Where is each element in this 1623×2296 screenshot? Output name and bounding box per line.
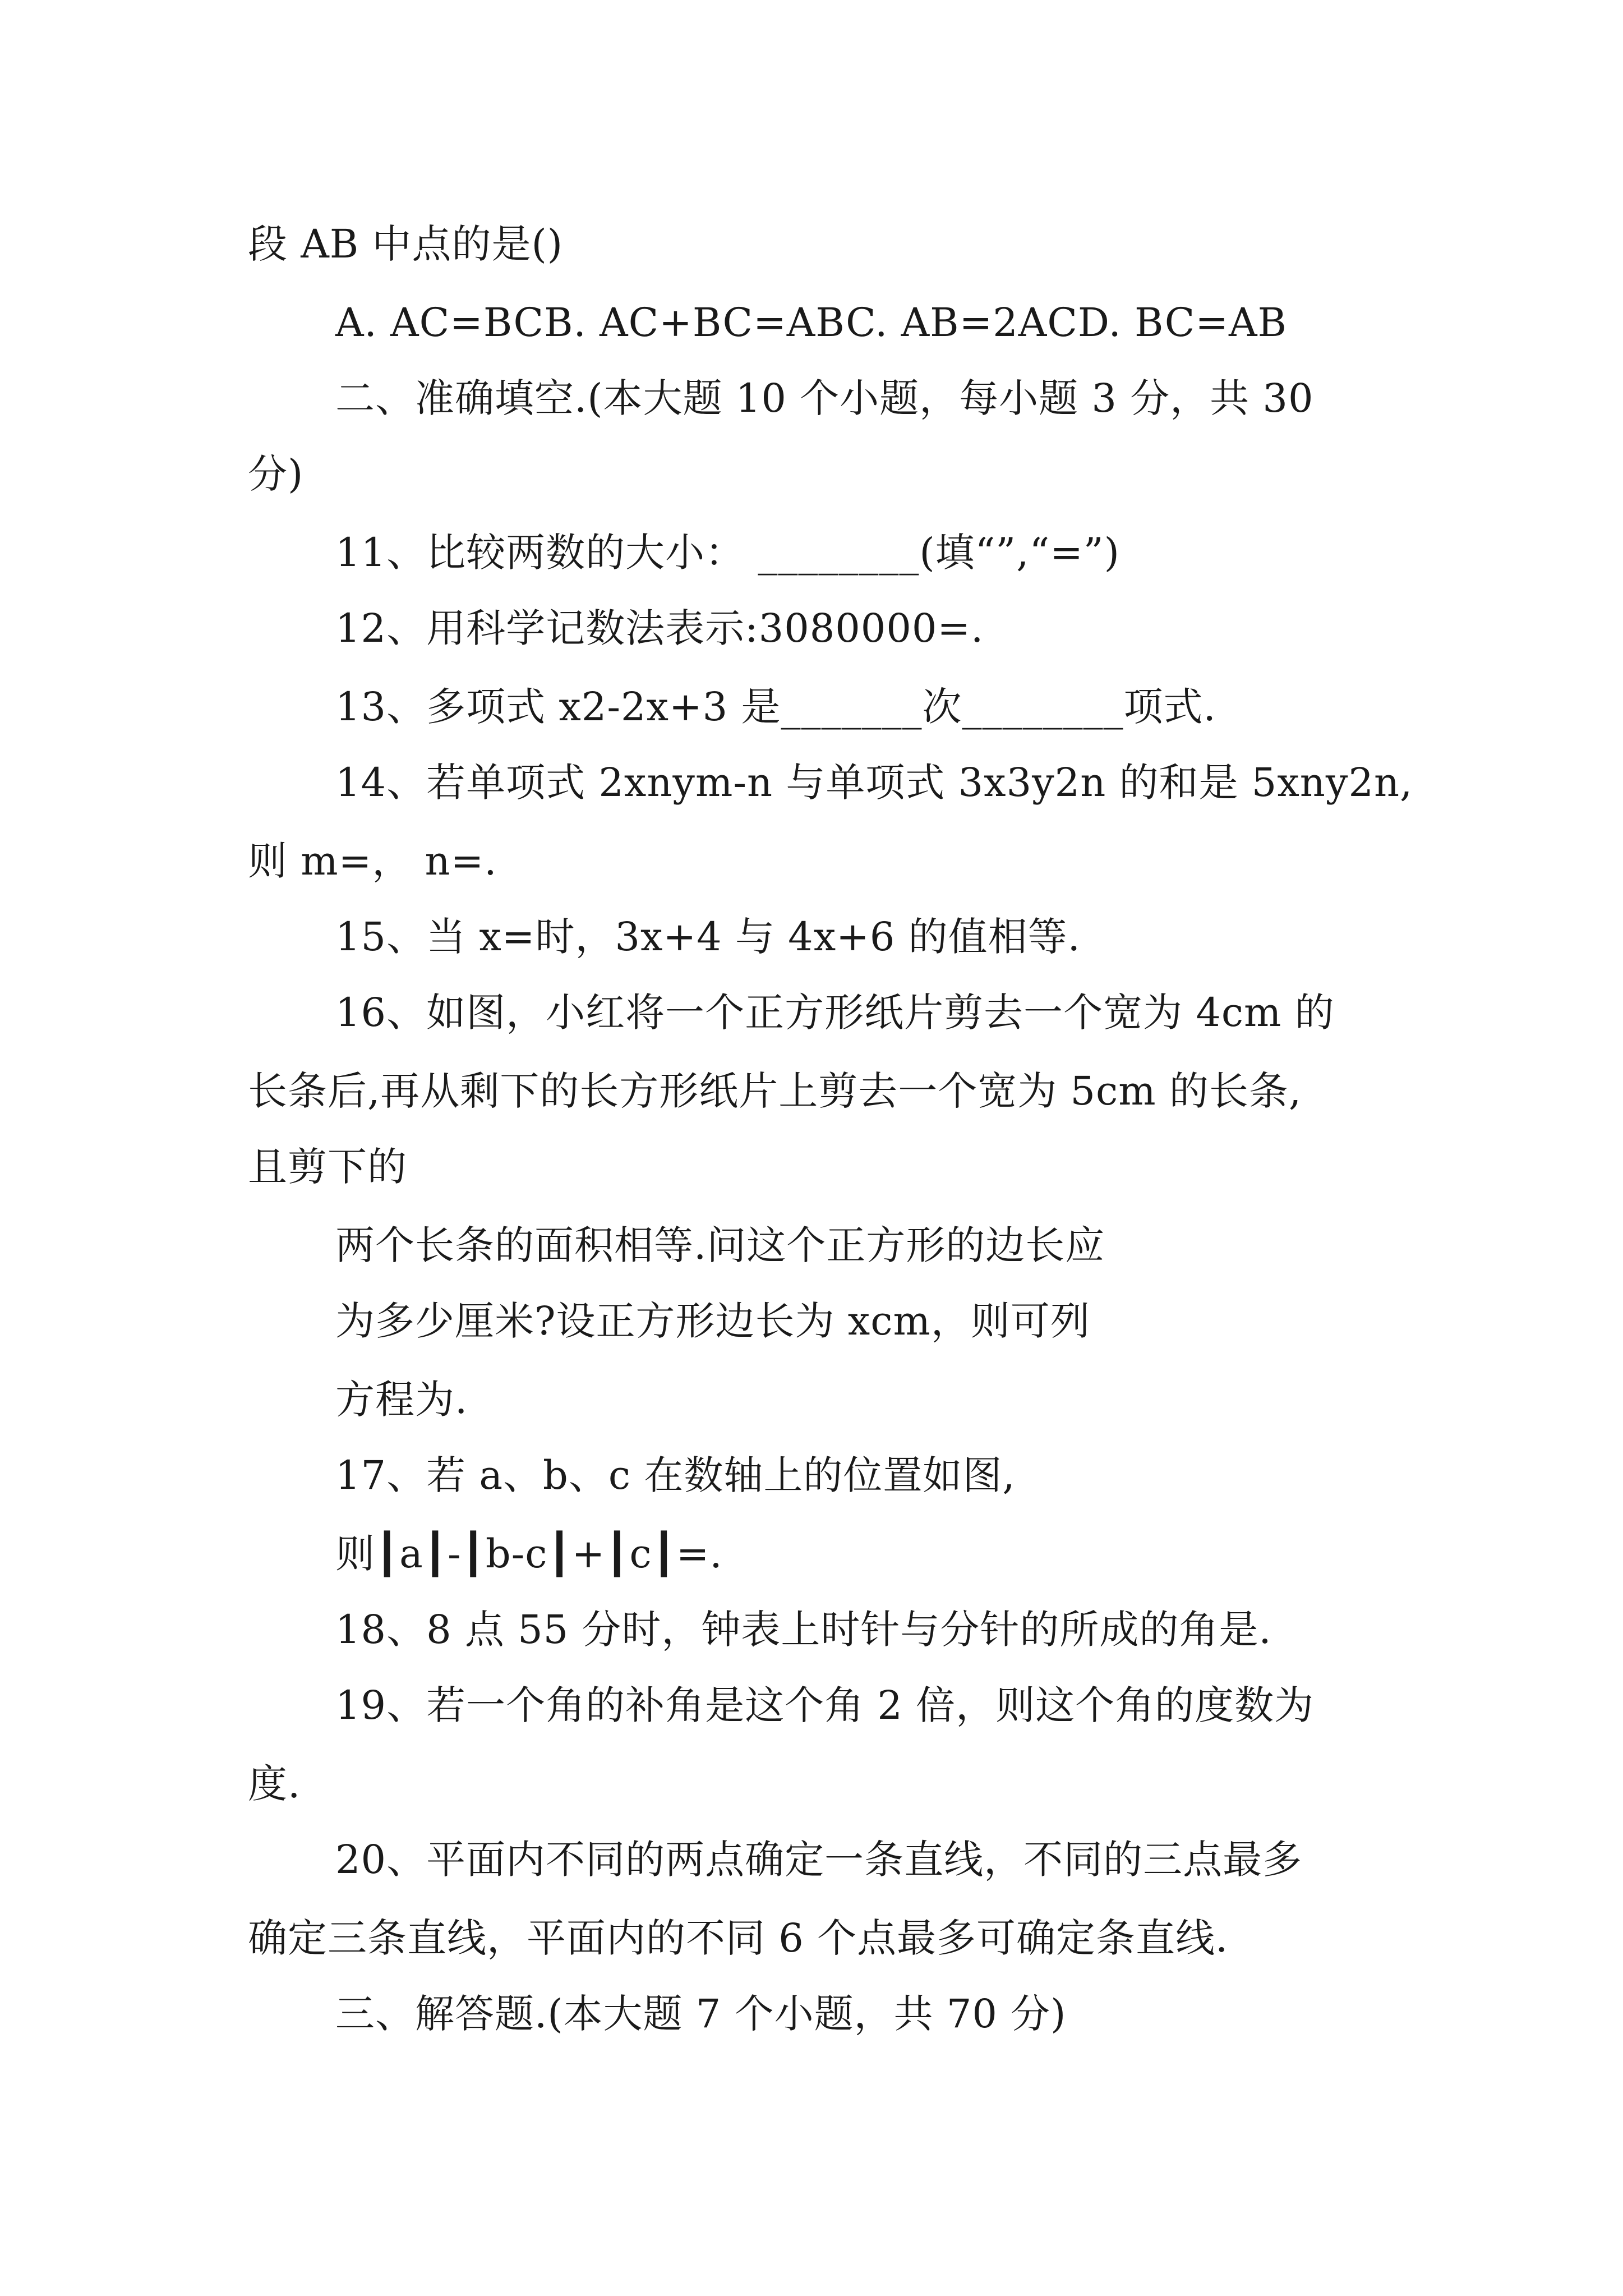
- question-14-cont: 则 m=， n=.: [248, 838, 497, 884]
- question-16-cont-5: 方程为.: [335, 1377, 468, 1423]
- text-line-continuation: 段 AB 中点的是(): [248, 221, 564, 267]
- question-16-cont-1: 长条后,再从剩下的长方形纸片上剪去一个宽为 5cm 的长条,: [248, 1068, 1302, 1114]
- question-16: 16、如图，小红将一个正方形纸片剪去一个宽为 4cm 的: [335, 990, 1335, 1036]
- question-19-cont: 度.: [248, 1761, 301, 1807]
- question-16-cont-3: 两个长条的面积相等.问这个正方形的边长应: [335, 1222, 1105, 1268]
- question-19: 19、若一个角的补角是这个角 2 倍，则这个角的度数为: [335, 1682, 1315, 1728]
- question-20-cont: 确定三条直线，平面内的不同 6 个点最多可确定条直线.: [248, 1915, 1229, 1961]
- section-heading-fill-blank: 二、准确填空.(本大题 10 个小题，每小题 3 分，共 30: [335, 375, 1314, 421]
- question-12: 12、用科学记数法表示:3080000=.: [335, 605, 984, 651]
- question-18: 18、8 点 55 分时，钟表上时针与分针的所成的角是.: [335, 1607, 1272, 1653]
- section-heading-answers: 三、解答题.(本大题 7 个小题，共 70 分): [335, 1991, 1067, 2037]
- question-16-cont-4: 为多少厘米?设正方形边长为 xcm，则可列: [335, 1298, 1090, 1344]
- question-17: 17、若 a、b、c 在数轴上的位置如图,: [335, 1452, 1016, 1498]
- section-heading-cont: 分): [248, 451, 304, 497]
- question-13: 13、多项式 x2-2x+3 是_______次________项式.: [335, 684, 1216, 730]
- text-line-options: A. AC=BCB. AC+BC=ABC. AB=2ACD. BC=AB: [335, 300, 1287, 346]
- question-16-cont-2: 且剪下的: [248, 1144, 407, 1190]
- question-15: 15、当 x=时，3x+4 与 4x+6 的值相等.: [335, 914, 1081, 960]
- question-11: 11、比较两数的大小： ________(填“”,“=”): [335, 530, 1120, 576]
- question-14: 14、若单项式 2xnym-n 与单项式 3x3y2n 的和是 5xny2n,: [335, 760, 1413, 806]
- question-17-cont: 则┃a┃-┃b-c┃+┃c┃=.: [335, 1531, 723, 1577]
- question-20: 20、平面内不同的两点确定一条直线，不同的三点最多: [335, 1837, 1303, 1883]
